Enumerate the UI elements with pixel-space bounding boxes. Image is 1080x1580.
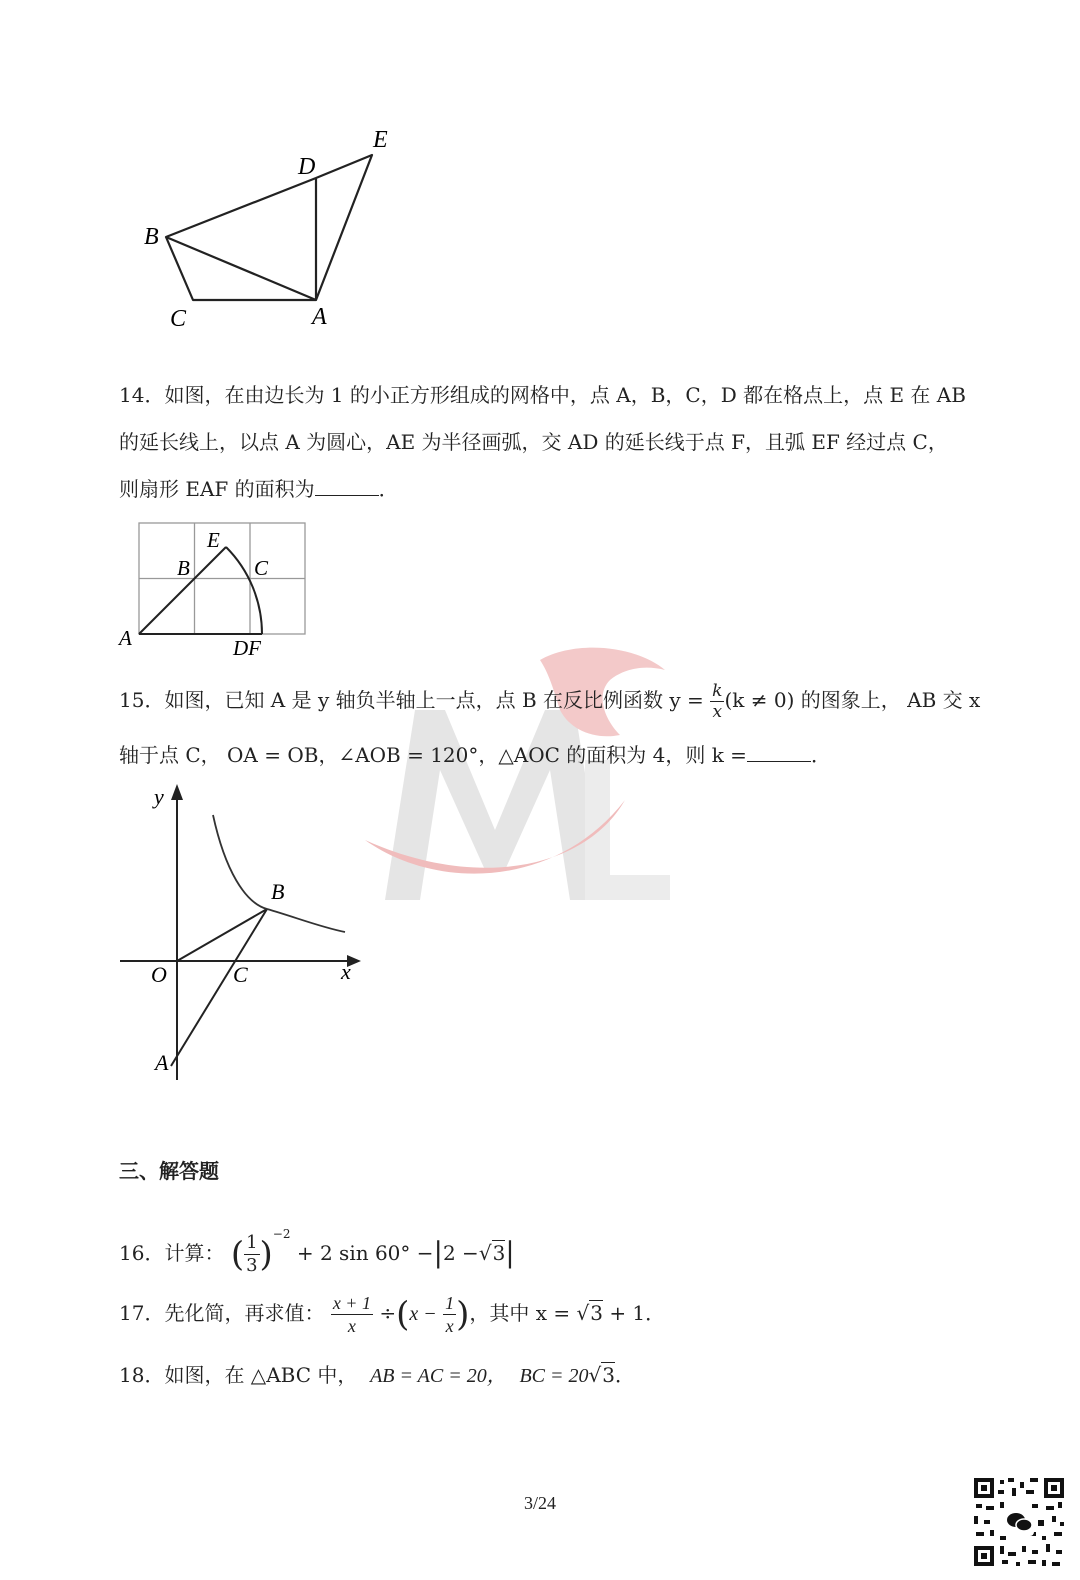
fraction-one-third: $\frac{1}{3}$: [246, 1232, 258, 1276]
answer-blank[interactable]: [315, 477, 379, 496]
q16-line: 16．计算： ( $\frac{1}{3}$ )$^{-2}$ + 2 sin 60° −|2 −√3|: [119, 1227, 515, 1276]
q14-line3: 则扇形 EAF 的面积为 ．: [119, 477, 399, 501]
label-O: O: [151, 962, 167, 987]
answer-blank[interactable]: [747, 743, 811, 762]
label-DF: DF: [233, 636, 261, 660]
label-E: E: [373, 127, 388, 153]
section-title: 三、解答题: [119, 1159, 219, 1183]
label-B: B: [177, 556, 190, 580]
figure-grid-sector: [115, 515, 315, 665]
q14-line1: 14．如图，在由边长为 1 的小正方形组成的网格中，点 A，B，C，D 都在格点上，点 E 在 AB: [119, 383, 966, 407]
figure-quadrilateral: [140, 120, 400, 340]
qr-code[interactable]: [972, 1476, 1066, 1568]
q17-line: 17．先化简，再求值： $\frac{x + 1}{x}$ ÷(x − $\frac{1}{x}$ )，其中 x = √3 + 1．: [119, 1293, 666, 1336]
q14-line2: 的延长线上，以点 A 为圆心，AE 为半径画弧，交 AD 的延长线于点 F，且弧 EF 经过点 C，: [119, 430, 948, 454]
label-B: B: [144, 224, 159, 250]
label-y: y: [154, 784, 164, 809]
label-C: C: [233, 962, 248, 987]
q15-line1: 15．如图，已知 A 是 y 轴负半轴上一点，点 B 在反比例函数 y = $\frac{k}{x}$ (k ≠ 0) 的图象上， AB 交 x: [119, 681, 981, 722]
q18-line: 18．如图，在 △ABC 中， AB = AC = 20， BC = 20√3．: [119, 1363, 635, 1387]
label-C: C: [170, 306, 187, 332]
label-B: B: [271, 879, 285, 904]
fraction-x-plus-1-over-x: $\frac{x + 1}{x}$: [332, 1293, 371, 1336]
label-C: C: [254, 556, 269, 580]
label-D: D: [298, 154, 316, 180]
fraction-1-over-x: $\frac{1}{x}$: [445, 1293, 455, 1336]
label-A: A: [312, 304, 327, 330]
label-A: A: [119, 626, 132, 650]
label-x: x: [341, 959, 351, 984]
label-E: E: [207, 528, 220, 552]
page-number: 3/24: [523, 1493, 556, 1513]
q15-line2: 轴于点 C， OA = OB，∠AOB = 120°，△AOC 的面积为 4，则 k = ．: [119, 743, 831, 767]
fraction-k-over-x: $\frac{k}{x}$: [712, 681, 723, 722]
figure-coordinate-plane: [115, 780, 375, 1085]
label-A: A: [155, 1050, 169, 1075]
